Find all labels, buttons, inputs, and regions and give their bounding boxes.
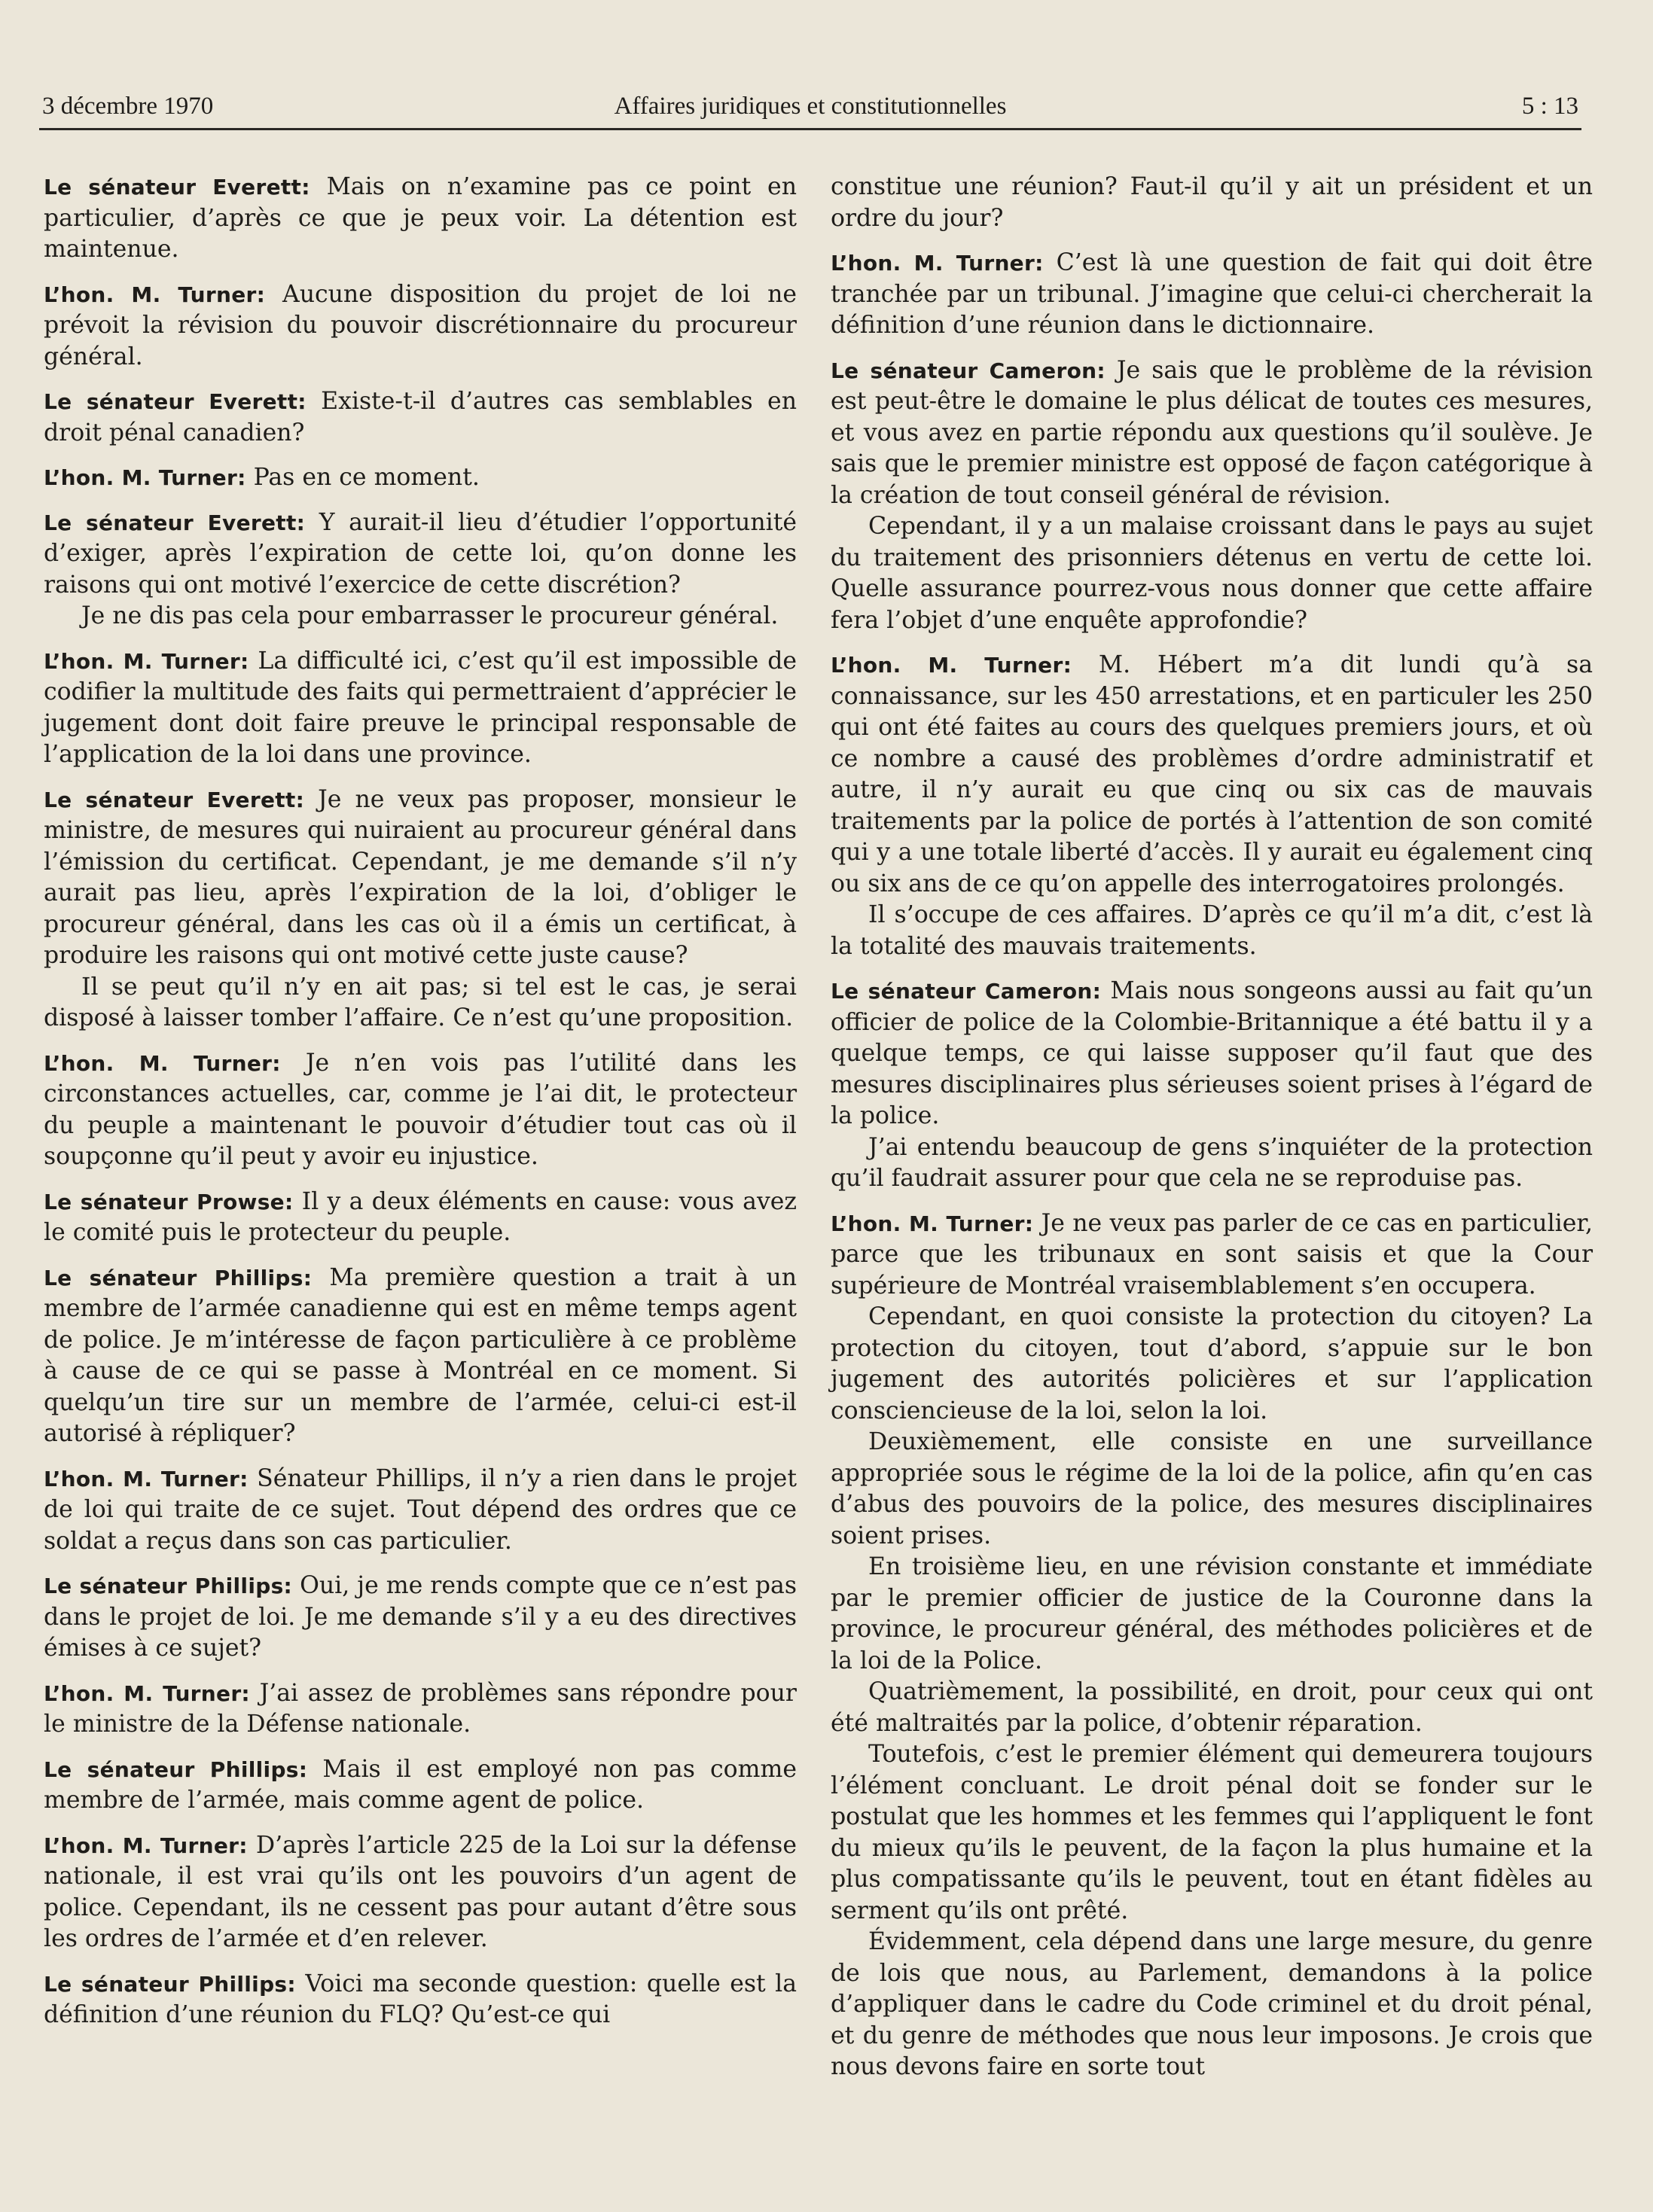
paragraph xyxy=(831,1302,1593,1427)
paragraph xyxy=(831,1927,1593,2083)
speaker-name: Le sénateur Prowse: xyxy=(44,1189,294,1214)
paragraph-text: En troisième lieu, en une révision constante et immédiate par le premier officier de justice de la Couronne dans la province, le procureur général, des méthodes policières et de la loi de la Police. xyxy=(831,1553,1593,1674)
speaker-name: Le sénateur Everett: xyxy=(44,787,305,812)
paragraph xyxy=(831,1677,1593,1739)
paragraph xyxy=(44,462,797,494)
header-title: Affaires juridiques et constitutionnelles xyxy=(614,93,1007,120)
paragraph xyxy=(44,601,797,632)
paragraph-text: Je ne veux pas parler de ce cas en particulier, parce que les tribunaux en sont saisis et que la Cour supérieure de Montréal vraisemblablement s’en occupera. xyxy=(831,1209,1593,1299)
left-column xyxy=(44,172,797,2031)
header-page-number: 5 : 13 xyxy=(1521,93,1578,120)
paragraph-text: J’ai assez de problèmes sans répondre pour le ministre de la Défense nationale. xyxy=(44,1679,797,1738)
paragraph-text: D’après l’article 225 de la Loi sur la défense nationale, il est vrai qu’ils ont les pouvoirs d’un agent de police. Cependant, ils ne cessent pas pour autant d’être sous les ordres de l’armée et d’en relever. xyxy=(44,1831,797,1952)
paragraph-text: Voici ma seconde question: quelle est la définition d’une réunion du FLQ? Qu’est-ce qui xyxy=(44,1970,798,2028)
paragraph xyxy=(831,172,1593,234)
paragraph-text: Deuxièmement, elle consiste en une surveillance appropriée sous le régime de la loi de la police, afin qu’en cas d’abus des pouvoirs de la police, des mesures disciplinaires soient prises. xyxy=(831,1428,1593,1549)
paragraph xyxy=(44,1830,797,1955)
paragraph xyxy=(44,507,797,602)
paragraph xyxy=(44,1678,797,1741)
speaker-name: Le sénateur Phillips: xyxy=(44,1574,293,1598)
speaker-name: L’hon. M. Turner: xyxy=(831,653,1072,678)
paragraph xyxy=(44,172,797,266)
paragraph-text: Pas en ce moment. xyxy=(246,464,480,491)
paragraph-text: Je ne veux pas proposer, monsieur le ministre, de mesures qui nuiraient au procureur général dans l’émission du certificat. Cependant, je me demande s’il n’y aurait pas lieu, après l’expiration de la loi, d’obliger le procureur général, dans les cas où il a émis un certificat, à produire les raisons qui ont motivé cette juste cause? xyxy=(44,785,797,969)
paragraph-text: Mais il est employé non pas comme membre de l’armée, mais comme agent de police. xyxy=(44,1755,797,1814)
paragraph xyxy=(831,511,1593,636)
paragraph-text: Aucune disposition du projet de loi ne prévoit la révision du pouvoir discrétionnaire du procureur général. xyxy=(44,280,797,370)
paragraph xyxy=(831,1552,1593,1677)
paragraph xyxy=(44,1187,797,1249)
paragraph xyxy=(44,279,797,373)
paragraph-text: Mais on n’examine pas ce point en particulier, d’après ce que je peux voir. La détention est maintenue. xyxy=(44,173,797,263)
paragraph xyxy=(831,1739,1593,1927)
speaker-name: Le sénateur Cameron: xyxy=(831,358,1106,383)
speaker-name: Le sénateur Everett: xyxy=(44,389,307,414)
speaker-name: Le sénateur Phillips: xyxy=(44,1265,313,1290)
paragraph xyxy=(44,646,797,771)
speaker-name: L’hon. M. Turner: xyxy=(44,282,266,307)
paragraph-text: Il se peut qu’il n’y en ait pas; si tel est le cas, je serai disposé à laisser tomber l’affaire. Ce n’est qu’une proposition. xyxy=(44,973,797,1031)
speaker-name: L’hon. M. Turner: xyxy=(44,1050,281,1076)
paragraph-text: C’est là une question de fait qui doit être tranchée par un tribunal. J’imagine que celui-ci chercherait la définition d’une réunion dans le dictionnaire. xyxy=(831,249,1593,339)
speaker-name: L’hon. M. Turner: xyxy=(44,1680,250,1706)
paragraph xyxy=(831,1208,1593,1303)
paragraph-text: Mais nous songeons aussi au fait qu’un officier de police de la Colombie-Britannique a été battu il y a quelque temps, ce qui laisse supposer qu’il faut que des mesures disciplinaires plus sérieuses soient prises à l’égard de la police. xyxy=(831,977,1593,1129)
running-header xyxy=(39,83,1581,130)
paragraph xyxy=(831,650,1593,900)
paragraph-text: Cependant, il y a un malaise croissant dans le pays au sujet du traitement des prisonniers détenus en vertu de cette loi. Quelle assurance pourrez-vous nous donner que cette affaire fera l’objet d’une enquête approfondie? xyxy=(831,513,1593,634)
speaker-name: Le sénateur Phillips: xyxy=(44,1971,296,1997)
speaker-name: L’hon. M. Turner: xyxy=(44,1466,249,1491)
paragraph xyxy=(44,785,797,972)
paragraph-text: Il s’occupe de ces affaires. D’après ce qu’il m’a dit, c’est là la totalité des mauvais traitements. xyxy=(831,901,1593,960)
paragraph-text: Sénateur Phillips, il n’y a rien dans le projet de loi qui traite de ce sujet. Tout dépend des ordres que ce soldat a reçus dans son cas particulier. xyxy=(44,1464,797,1555)
paragraph xyxy=(831,1132,1593,1195)
speaker-name: Le sénateur Everett: xyxy=(44,510,306,535)
paragraph xyxy=(831,1427,1593,1552)
paragraph xyxy=(831,248,1593,342)
speaker-name: L’hon. M. Turner: xyxy=(44,648,249,674)
paragraph xyxy=(831,355,1593,512)
paragraph-text: La difficulté ici, c’est qu’il est impossible de codifier la multitude des faits qui permettraient d’apprécier le jugement dont doit faire preuve le principal responsable de l’application de la loi dans une province. xyxy=(44,647,797,768)
paragraph-text: Je n’en vois pas l’utilité dans les circonstances actuelles, car, comme je l’ai dit, le protecteur du peuple a maintenant le pouvoir d’étudier tout cas où il soupçonne qu’il peut y avoir eu injustice. xyxy=(44,1049,797,1170)
paragraph-text: Y aurait-il lieu d’étudier l’opportunité d’exiger, après l’expiration de cette loi, qu’on donne les raisons qui ont motivé l’exercice de cette discrétion? xyxy=(44,508,797,599)
speaker-name: L’hon. M. Turner: xyxy=(831,251,1044,276)
speaker-name: L’hon. M. Turner: xyxy=(44,1833,248,1858)
paragraph xyxy=(44,1571,797,1665)
speaker-name: Le sénateur Everett: xyxy=(44,175,310,200)
header-date: 3 décembre 1970 xyxy=(42,93,214,120)
speaker-name: Le sénateur Phillips: xyxy=(44,1756,308,1782)
paragraph-text: Je ne dis pas cela pour embarrasser le procureur général. xyxy=(81,602,779,629)
paragraph xyxy=(831,976,1593,1132)
right-column xyxy=(831,172,1593,2083)
paragraph-text: Existe-t-il d’autres cas semblables en droit pénal canadien? xyxy=(44,388,797,446)
paragraph-text: Quatrièmement, la possibilité, en droit, pour ceux qui ont été maltraités par la police, d’obtenir réparation. xyxy=(831,1678,1593,1737)
speaker-name: Le sénateur Cameron: xyxy=(831,979,1102,1004)
paragraph-text: Cependant, en quoi consiste la protection du citoyen? La protection du citoyen, tout d’abord, s’appuie sur le bon jugement des autorités policières et sur l’application consciencieuse de la loi, selon la loi. xyxy=(831,1303,1593,1424)
paragraph-text: Évidemment, cela dépend dans une large mesure, du genre de lois que nous, au Parlement, demandons à la police d’appliquer dans le cadre du Code criminel et du droit pénal, et du genre de méthodes que nous leur imposons. Je crois que nous devons faire en sorte tout xyxy=(831,1928,1593,2080)
paragraph-text: Il y a deux éléments en cause: vous avez le comité puis le protecteur du peuple. xyxy=(44,1187,797,1246)
paragraph xyxy=(44,1969,797,2031)
paragraph-text: M. Hébert m’a dit lundi qu’à sa connaissance, sur les 450 arrestations, et en particuler les 250 qui ont été faites au cours des quelques premiers jours, et où ce nombre a causé des problèmes d’ordre administratif et autre, il n’y aurait eu que cinq ou six cas de mauvais traitements par la police de portés à l’attention de son comité qui y a une totale liberté d’accès. Il y aurait eu également cinq ou six ans de ce qu’on appelle des interrogatoires prolongés. xyxy=(831,651,1593,897)
paragraph xyxy=(44,1754,797,1817)
paragraph-text: Ma première question a trait à un membre de l’armée canadienne qui est en même temps agent de police. Je m’intéresse de façon particulière à ce problème à cause de ce qui se passe à Montréal en ce moment. Si quelqu’un tire sur un membre de l’armée, celui-ci est-il autorisé à répliquer? xyxy=(44,1263,797,1447)
paragraph-text: J’ai entendu beaucoup de gens s’inquiéter de la protection qu’il faudrait assurer pour que cela ne se reproduise pas. xyxy=(831,1133,1593,1192)
paragraph-text: constitue une réunion? Faut-il qu’il y ait un président et un ordre du jour? xyxy=(831,173,1593,232)
paragraph xyxy=(44,1263,797,1450)
speaker-name: L’hon. M. Turner: xyxy=(44,465,246,490)
paragraph xyxy=(831,900,1593,962)
paragraph xyxy=(44,1048,797,1173)
speaker-name: L’hon. M. Turner: xyxy=(831,1211,1034,1236)
paragraph xyxy=(44,972,797,1034)
paragraph-text: Je sais que le problème de la révision est peut-être le domaine le plus délicat de toutes ces mesures, et vous avez en partie répondu aux questions qu’il soulève. Je sais que le premier ministre est opposé de façon catégorique à la création de tout conseil général de révision. xyxy=(831,356,1593,509)
paragraph-text: Oui, je me rends compte que ce n’est pas dans le projet de loi. Je me demande s’il y a eu des directives émises à ce sujet? xyxy=(44,1572,797,1662)
paragraph-text: Toutefois, c’est le premier élément qui demeurera toujours l’élément concluant. Le droit pénal doit se fonder sur le postulat que les hommes et les femmes qui l’appliquent le font du mieux qu’ils le peuvent, de la façon la plus humaine et la plus compatissante qu’ils le peuvent, tout en étant fidèles au serment qu’ils ont prêté. xyxy=(831,1741,1593,1924)
paragraph xyxy=(44,386,797,449)
paragraph xyxy=(44,1464,797,1558)
